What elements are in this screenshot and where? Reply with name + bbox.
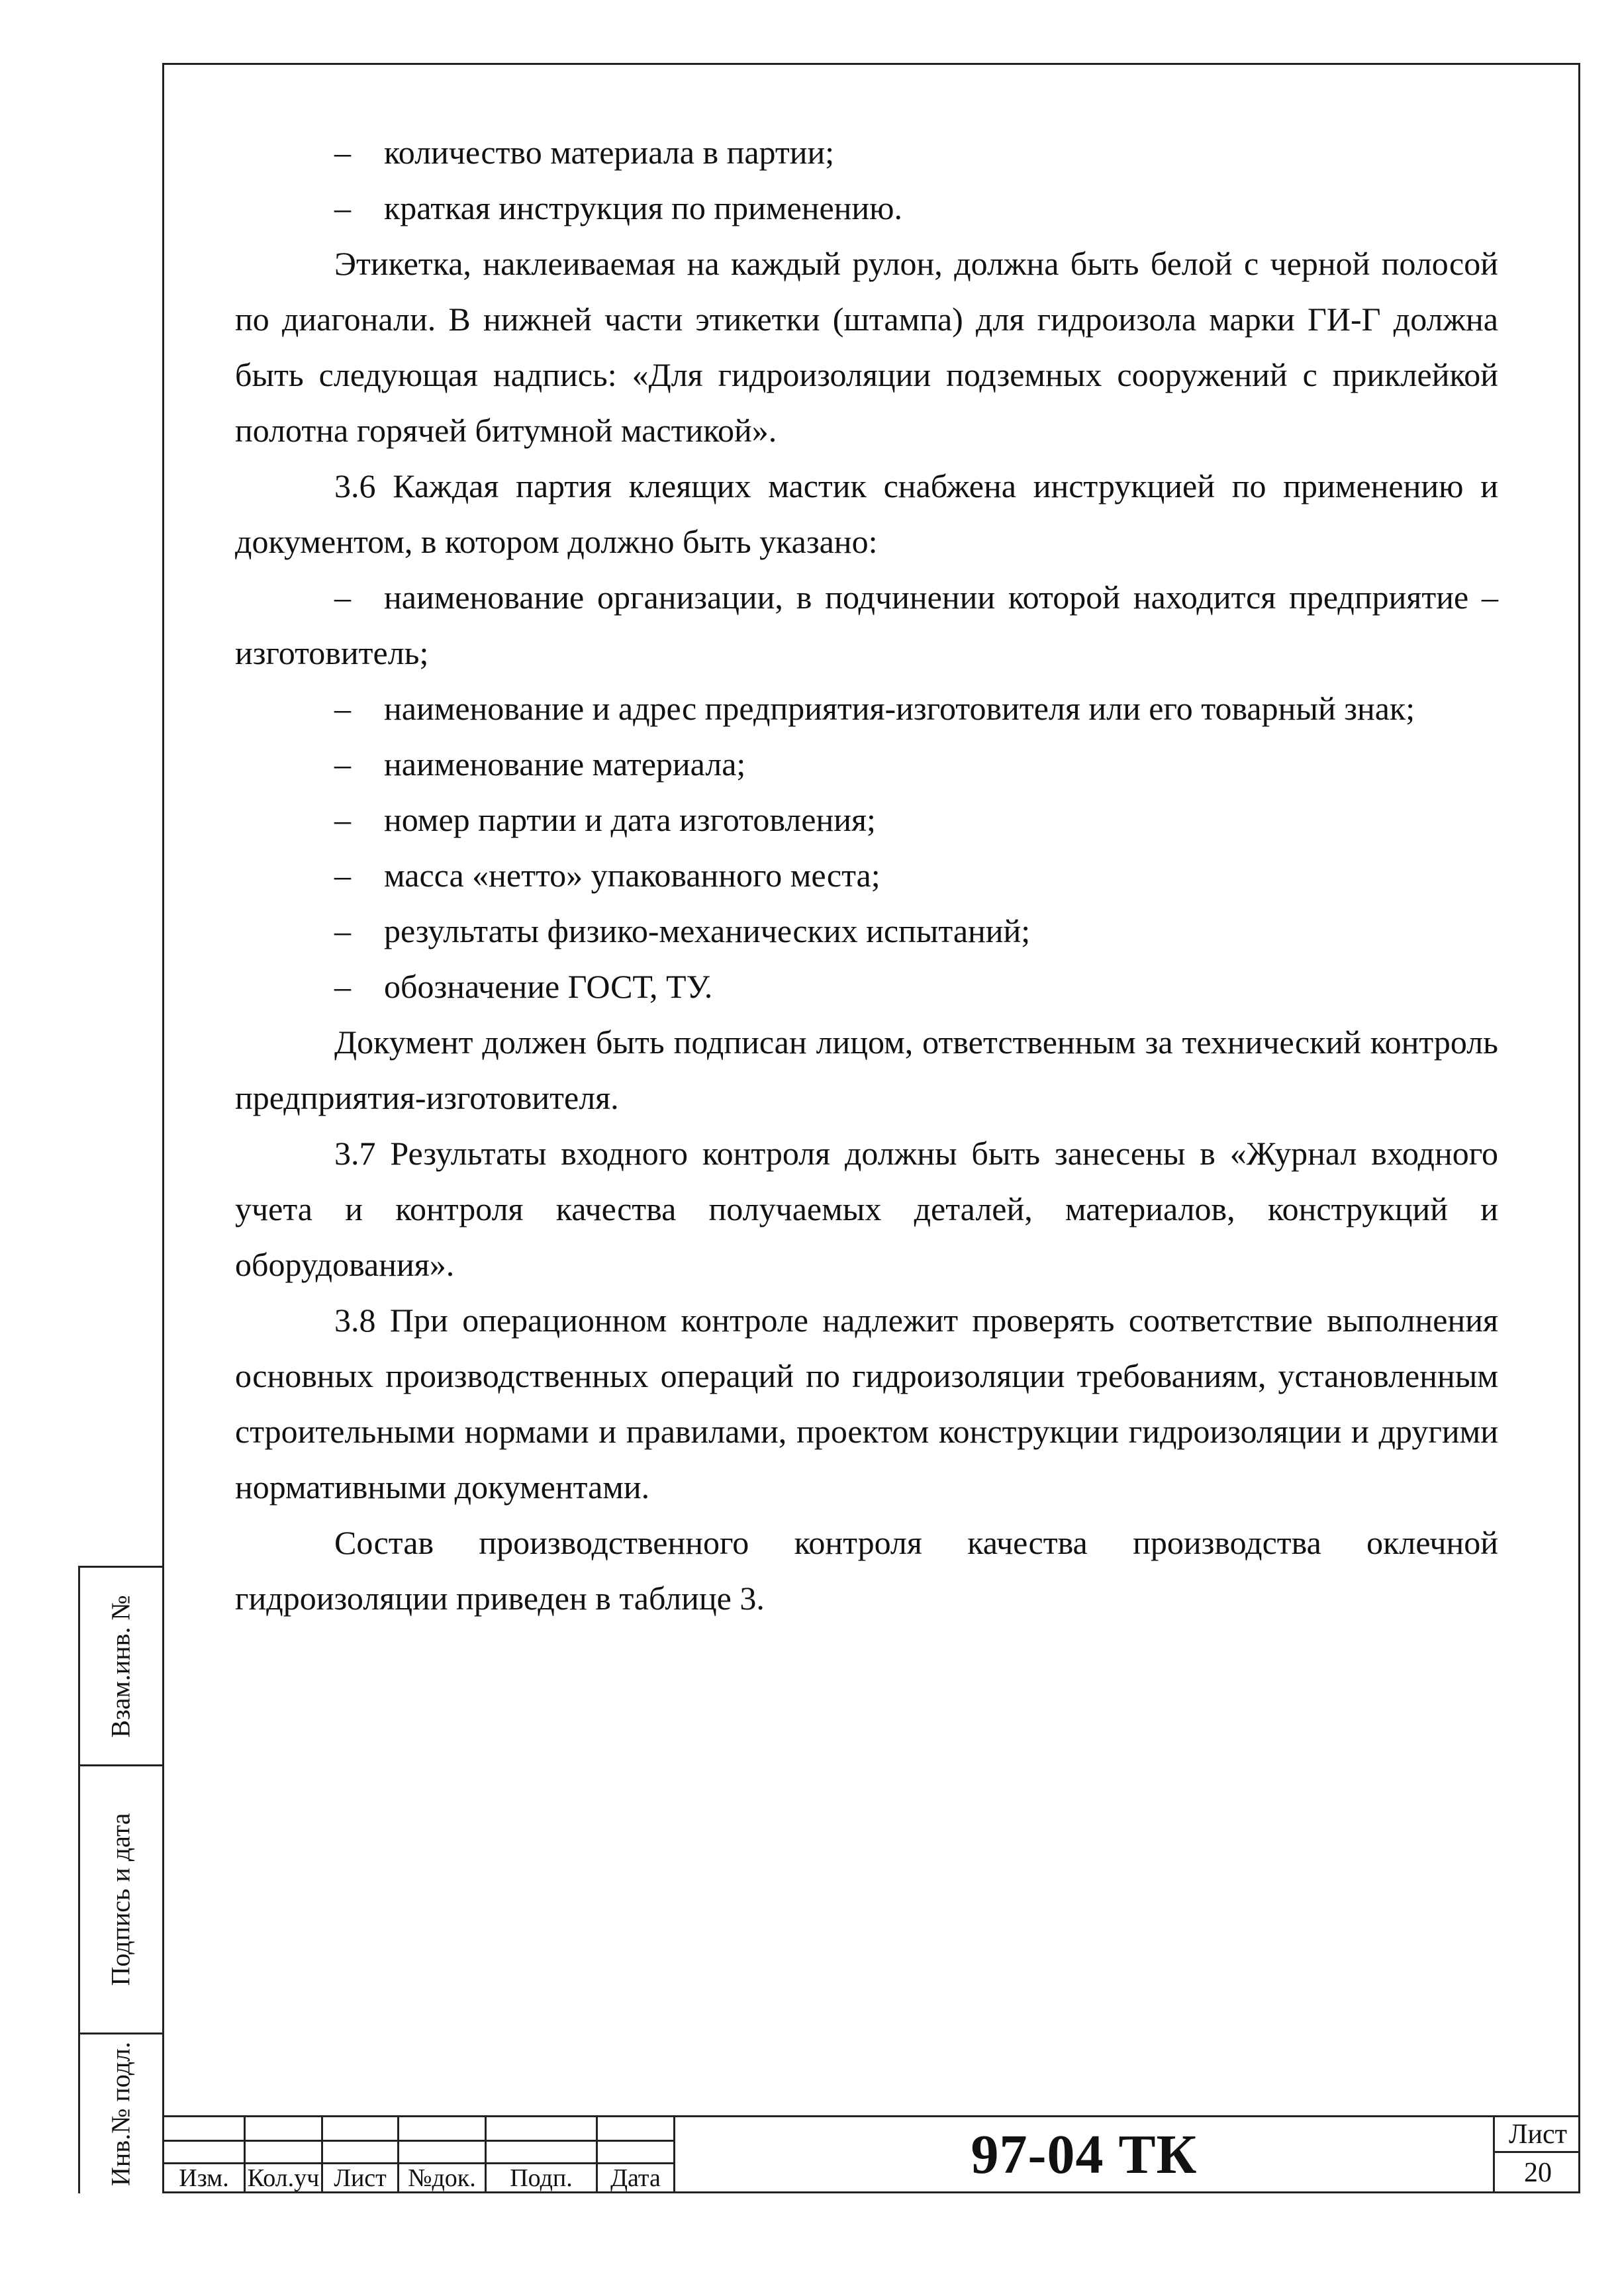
list-item-text: масса «нетто» упакованного места;: [384, 857, 881, 894]
paragraph: Состав производственного контроля качества производства оклечной гидроизоляции приведен в таблице 3.: [235, 1524, 1498, 1617]
dash-marker: –: [334, 189, 351, 226]
paragraph: Документ должен быть подписан лицом, ответственным за технический контроль предприятия-изготовителя.: [235, 1024, 1498, 1116]
inv-podl-label: Инв.№ подл.: [105, 2042, 135, 2186]
list-item-text: наименование и адрес предприятия-изготовителя или его товарный знак;: [384, 690, 1415, 727]
paragraph: 3.6 Каждая партия клеящих мастик снабжена инструкцией по применению и документом, в котором должно быть указано:: [235, 467, 1498, 560]
list-item: [235, 180, 1498, 236]
list-item: [235, 569, 1498, 681]
list-item: [235, 847, 1498, 903]
list-item: [235, 681, 1498, 736]
list-item-text: результаты физико-механических испытаний;: [384, 912, 1031, 949]
list-item-text: наименование организации, в подчинении которой находится предприятие – изготовитель;: [235, 579, 1498, 671]
dash-marker: –: [334, 134, 351, 171]
list-item: [235, 736, 1498, 792]
document-code: 97-04 ТК: [971, 2123, 1198, 2185]
list-item-text: краткая инструкция по применению.: [384, 189, 903, 226]
col-list: Лист: [334, 2164, 387, 2192]
list-item-text: количество материала в партии;: [384, 134, 835, 171]
dash-marker: –: [334, 745, 351, 783]
document-body: [235, 124, 1498, 1626]
list-item: [235, 124, 1498, 180]
paragraph: 3.8 При операционном контроле надлежит проверять соответствие выполнения основных производственных операций по гидроизоляции требованиям, установленным строительными нормами и правилами, проектом конструкции гидроизоляции и другими нормативными документами.: [235, 1302, 1498, 1506]
col-podp: Подп.: [510, 2164, 573, 2192]
list-item: [235, 959, 1498, 1014]
dash-marker: –: [334, 857, 351, 894]
dash-marker: –: [334, 579, 351, 616]
col-data: Дата: [610, 2164, 661, 2192]
sheet-number: 20: [1524, 2158, 1552, 2188]
col-ndok: №док.: [408, 2164, 476, 2192]
list-item-text: наименование материала;: [384, 745, 746, 783]
dash-marker: –: [334, 690, 351, 727]
dash-marker: –: [334, 801, 351, 838]
list-item-text: номер партии и дата изготовления;: [384, 801, 876, 838]
vzam-inv-label: Взам.инв. №: [105, 1594, 135, 1738]
sheet-label: Лист: [1509, 2119, 1567, 2150]
col-kol-uch: Кол.уч: [247, 2164, 320, 2192]
list-item: [235, 792, 1498, 847]
dash-marker: –: [334, 912, 351, 949]
list-item: [235, 903, 1498, 959]
paragraph: 3.7 Результаты входного контроля должны быть занесены в «Журнал входного учета и контроля качества получаемых деталей, материалов, конструкций и оборудования».: [235, 1135, 1498, 1283]
dash-marker: –: [334, 968, 351, 1005]
paragraph: Этикетка, наклеиваемая на каждый рулон, должна быть белой с черной полосой по диагонали. В нижней части этикетки (штампа) для гидроизола марки ГИ-Г должна быть следующая надпись: «Для гидроизоляции подземных сооружений с приклейкой полотна горячей битумной мастикой».: [235, 245, 1498, 449]
col-izm: Изм.: [179, 2164, 229, 2192]
list-item-text: обозначение ГОСТ, ТУ.: [384, 968, 713, 1005]
podpis-data-label: Подпись и дата: [105, 1813, 135, 1986]
